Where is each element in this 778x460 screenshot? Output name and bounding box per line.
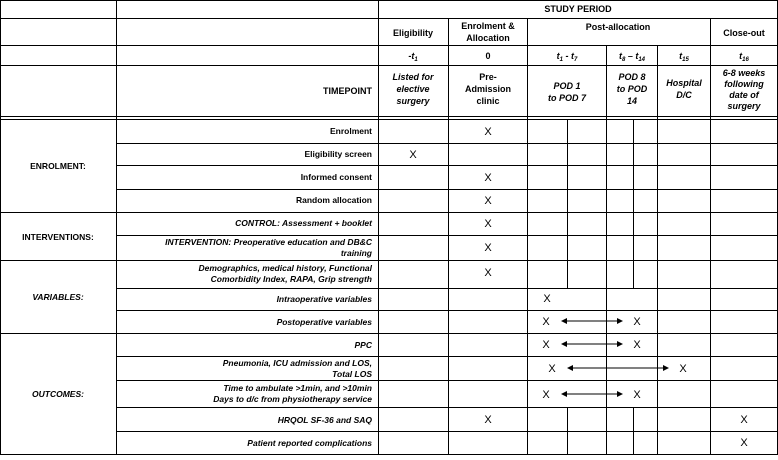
section-interventions: INTERVENTIONS: [22, 232, 94, 242]
phase-eligibility: Eligibility [392, 28, 434, 38]
tp-eligibility-1: Listed for [392, 72, 434, 82]
mark-intraop: X [543, 293, 551, 305]
mark-demographics: X [484, 267, 492, 279]
row-hrqol: HRQOL SF-36 and SAQ [277, 415, 372, 425]
timecode-post-b: $t_8 - t_{14}$ [618, 51, 646, 63]
row-eligibility-screen: Eligibility screen [304, 149, 372, 159]
study-period-title: STUDY PERIOD [544, 4, 612, 14]
tp-post-b-3: 14 [626, 96, 638, 106]
timecode-post-a: $t_1 - t_7$ [556, 51, 578, 63]
row-demographics-l1: Demographics, medical history, Functional [198, 263, 372, 273]
mark-ambulate-start: X [542, 389, 550, 401]
tp-enrolment-1: Pre- [479, 72, 497, 82]
tp-post-b-2: to POD [616, 84, 648, 94]
mark-consent: X [484, 172, 492, 184]
phase-close-out: Close-out [723, 28, 765, 38]
row-complications: Patient reported complications [247, 438, 372, 448]
mark-random: X [484, 195, 492, 207]
tp-close-4: surgery [727, 101, 761, 111]
row-labels [165, 126, 373, 448]
mark-ambulate-end: X [633, 389, 641, 401]
mark-ppc-end: X [633, 339, 641, 351]
tp-close-2: following [724, 79, 764, 89]
section-variables: VARIABLES: [32, 292, 84, 302]
tp-close-3: date of [729, 90, 759, 100]
row-ambulate-l2: Days to d/c from physiotherapy service [213, 394, 372, 404]
duration-arrows [562, 321, 668, 394]
mark-postop-end: X [633, 316, 641, 328]
tp-post-c-1: Hospital [666, 78, 702, 88]
row-informed-consent: Informed consent [300, 172, 372, 182]
row-intraop: Intraoperative variables [276, 294, 372, 304]
row-ppc: PPC [354, 340, 372, 350]
section-outcomes: OUTCOMES: [32, 389, 84, 399]
timepoint-label: TIMEPOINT [323, 86, 372, 96]
timecode-close: $t_{16}$ [739, 51, 749, 63]
row-control: CONTROL: Assessment + booklet [235, 218, 372, 228]
row-intervention-l1: INTERVENTION: Preoperative education and DB&C [165, 237, 372, 247]
mark-eligibility: X [409, 149, 417, 161]
marks [409, 126, 748, 449]
timecode-post-c: $t_{15}$ [679, 51, 689, 63]
mark-hrqol-enrolment: X [484, 414, 492, 426]
tp-post-a-1: POD 1 [553, 81, 581, 91]
row-pneumonia-l1: Pneumonia, ICU admission and LOS, [222, 358, 372, 368]
tp-post-c-2: D/C [676, 90, 692, 100]
row-enrolment: Enrolment [329, 126, 372, 136]
row-postop: Postoperative variables [276, 317, 372, 327]
tp-enrolment-2: Admission [464, 84, 512, 94]
row-pneumonia-l2: Total LOS [332, 369, 372, 379]
phase-enrolment-line1: Enrolment & [461, 21, 515, 31]
timecode-eligibility: $-t_1$ [408, 51, 418, 63]
phase-enrolment-line2: Allocation [466, 33, 510, 43]
phase-post-allocation: Post-allocation [585, 22, 651, 32]
mark-enrolment: X [484, 126, 492, 138]
mark-control: X [484, 218, 492, 230]
mark-complications-close: X [740, 437, 748, 449]
tp-eligibility-3: surgery [396, 96, 430, 106]
tp-close-1: 6-8 weeks [722, 68, 766, 78]
mark-postop-start: X [542, 316, 550, 328]
timecode-enrolment: 0 [485, 51, 491, 61]
row-demographics-l2: Comorbidity Index, RAPA, Grip strength [210, 274, 372, 284]
section-enrolment: ENROLMENT: [30, 161, 86, 171]
tp-eligibility-2: elective [396, 84, 430, 94]
row-intervention-l2: training [340, 248, 372, 258]
tp-post-b-1: POD 8 [618, 72, 646, 82]
mark-pneumonia-end: X [679, 363, 687, 375]
mark-pneumonia-start: X [548, 363, 556, 375]
mark-ppc-start: X [542, 339, 550, 351]
mark-intervention: X [484, 242, 492, 254]
tp-enrolment-3: clinic [476, 96, 500, 106]
row-ambulate-l1: Time to ambulate >1min, and >10min [223, 383, 372, 393]
mark-hrqol-close: X [740, 414, 748, 426]
tp-post-a-2: to POD 7 [547, 93, 587, 103]
row-random-allocation: Random allocation [295, 195, 372, 205]
